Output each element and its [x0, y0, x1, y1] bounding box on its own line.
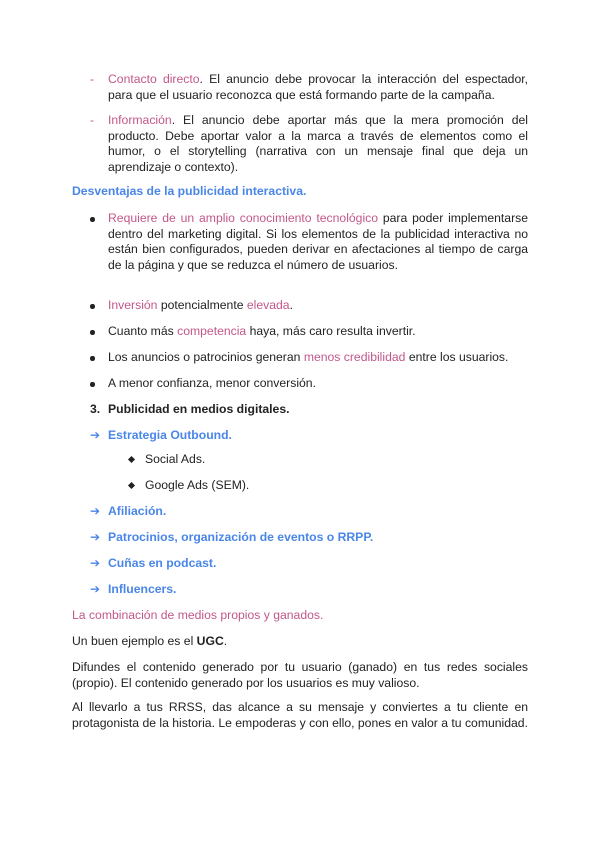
- bullet-text: Los anuncios o patrocinios generan: [108, 350, 304, 364]
- bullet-text: Cuanto más: [108, 324, 178, 338]
- dash-item-contacto: [108, 72, 528, 103]
- paragraph: Al llevarlo a tus RRSS, das alcance a su mensaje y conviertes a tu cliente en protagonista de la historia. Le empoderas y con ello, pones en valor a tu comunidad.: [72, 700, 528, 730]
- example-bold: UGC: [196, 634, 224, 648]
- arrow-right-icon: ➔: [90, 556, 101, 570]
- dash-marker: -: [90, 72, 95, 86]
- diamond-bullet-icon: [128, 456, 135, 463]
- example-end: .: [223, 634, 228, 648]
- paragraph: Difundes el contenido generado por tu usuario (ganado) en tus redes sociales (propio). El contenido generado por los usuarios es muy valioso.: [72, 660, 528, 690]
- bullet-dot: [90, 382, 95, 387]
- arrow-item-label: Estrategia Outbound.: [108, 428, 232, 442]
- section-title: Publicidad en medios digitales.: [108, 402, 290, 416]
- dash-item-title: Información: [108, 113, 172, 127]
- bullet-highlight: Inversión: [108, 298, 158, 312]
- bullet-text: .: [289, 298, 293, 312]
- bullet-text: para poder implementarse dentro del marketing digital. Si los elementos de la publicidad interactiva no están bien configurados, pueden derivar en afectaciones al tiempo de carga de la página y que se reduzca el número de usuarios.: [108, 211, 528, 272]
- bullet-dot: [90, 217, 95, 222]
- bullet-highlight: elevada: [246, 298, 290, 312]
- dash-marker: -: [90, 113, 95, 127]
- bullet-item: [108, 324, 528, 340]
- bullet-text: haya, más caro resulta invertir.: [246, 324, 416, 338]
- arrow-right-icon: ➔: [90, 504, 101, 518]
- example-text: Un buen ejemplo es el: [72, 634, 197, 648]
- example-line: [72, 634, 528, 650]
- section-number: 3.: [90, 402, 101, 416]
- bullet-item: [108, 211, 528, 273]
- arrow-right-icon: ➔: [90, 530, 101, 544]
- arrow-item-label: Influencers.: [108, 582, 177, 596]
- diamond-bullet-icon: [128, 482, 135, 489]
- arrow-item-label: Afiliación.: [108, 504, 167, 518]
- bullet-highlight: menos credibilidad: [303, 350, 406, 364]
- dash-item-title: Contacto directo: [108, 72, 200, 86]
- bullet-item: [108, 376, 528, 392]
- arrow-item-label: Patrocinios, organización de eventos o RRPP.: [108, 530, 374, 544]
- dash-item-informacion: [108, 113, 528, 175]
- bullet-dot: [90, 330, 95, 335]
- arrow-right-icon: ➔: [90, 582, 101, 596]
- bullet-text: entre los usuarios.: [405, 350, 509, 364]
- combination-heading: La combinación de medios propios y ganados.: [72, 608, 324, 622]
- dash-item-text: . El anuncio debe aportar más que la mera promoción del producto. Debe aportar valor a la marca a través de elementos como el humor, o el storytelling (narrativa con un mensaje final que deja un aprendizaje o contexto).: [108, 113, 528, 174]
- bullet-text: A menor confianza, menor conversión.: [108, 376, 316, 390]
- sub-item: Social Ads.: [145, 452, 206, 466]
- bullet-highlight: Requiere de un amplio conocimiento tecnológico: [108, 211, 379, 225]
- bullet-item: [108, 298, 528, 314]
- arrow-right-icon: ➔: [90, 428, 101, 442]
- bullet-text: potencialmente: [157, 298, 247, 312]
- bullet-highlight: competencia: [177, 324, 247, 338]
- bullet-dot: [90, 304, 95, 309]
- bullet-item: [108, 350, 528, 366]
- arrow-item-label: Cuñas en podcast.: [108, 556, 217, 570]
- dash-item-text: . El anuncio debe provocar la interacción del espectador, para que el usuario reconozca que está formando parte de la campaña.: [108, 72, 529, 102]
- disadvantages-heading: Desventajas de la publicidad interactiva.: [72, 184, 307, 198]
- bullet-dot: [90, 356, 95, 361]
- sub-item: Google Ads (SEM).: [145, 478, 250, 492]
